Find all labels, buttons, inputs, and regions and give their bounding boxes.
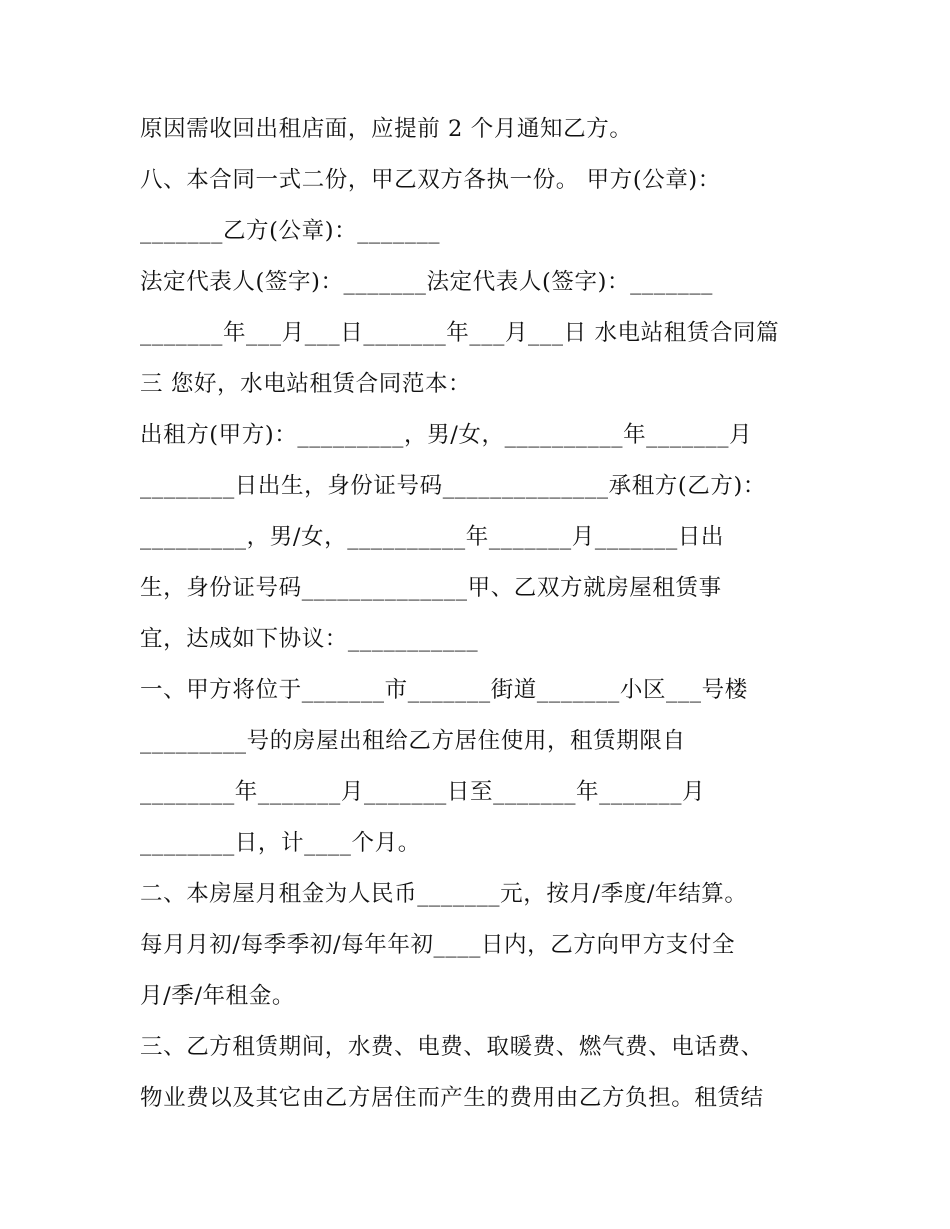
text-line-1: 原因需收回出租店面，应提前 2 个月通知乙方。 xyxy=(140,116,633,142)
text-line-15: ________日，计____个月。 xyxy=(140,830,421,856)
text-line-7: 出租方(甲方)：_________，男/女，__________年_______月 xyxy=(140,422,753,448)
text-line-5: _______年___月___日_______年___月___日 水电站租赁合同篇 xyxy=(140,320,780,346)
text-line-20: 物业费以及其它由乙方居住而产生的费用由乙方负担。租赁结 xyxy=(140,1085,764,1111)
text-line-9: _________，男/女，__________年_______月_______日出 xyxy=(140,524,725,550)
text-line-2: 八、本合同一式二份，甲乙双方各执一份。 甲方(公章)： xyxy=(140,167,721,193)
text-line-10: 生，身份证号码______________甲、乙双方就房屋租赁事 xyxy=(140,575,722,601)
text-line-8: ________日出生，身份证号码______________承租方(乙方)： xyxy=(140,473,766,499)
text-line-12: 一、甲方将位于_______市_______街道_______小区___号楼 xyxy=(140,677,748,703)
text-line-6: 三 您好，水电站租赁合同范本： xyxy=(140,371,472,397)
text-line-3: _______乙方(公章)：_______ xyxy=(140,218,441,244)
text-line-13: _________号的房屋出租给乙方居住使用，租赁期限自 xyxy=(140,728,686,754)
text-line-16: 二、本房屋月租金为人民币_______元，按月/季度/年结算。 xyxy=(140,881,748,907)
text-line-4: 法定代表人(签字)：_______法定代表人(签字)：_______ xyxy=(140,269,714,295)
contract-text-body xyxy=(140,106,840,1126)
text-line-14: ________年_______月_______日至_______年_______月 xyxy=(140,779,706,805)
text-line-17: 每月月初/每季季初/每年年初____日内，乙方向甲方支付全 xyxy=(140,932,736,958)
text-line-19: 三、乙方租赁期间，水费、电费、取暖费、燃气费、电话费、 xyxy=(140,1034,764,1060)
text-line-11: 宜，达成如下协议：___________ xyxy=(140,626,479,652)
text-line-18: 月/季/年租金。 xyxy=(140,983,295,1009)
